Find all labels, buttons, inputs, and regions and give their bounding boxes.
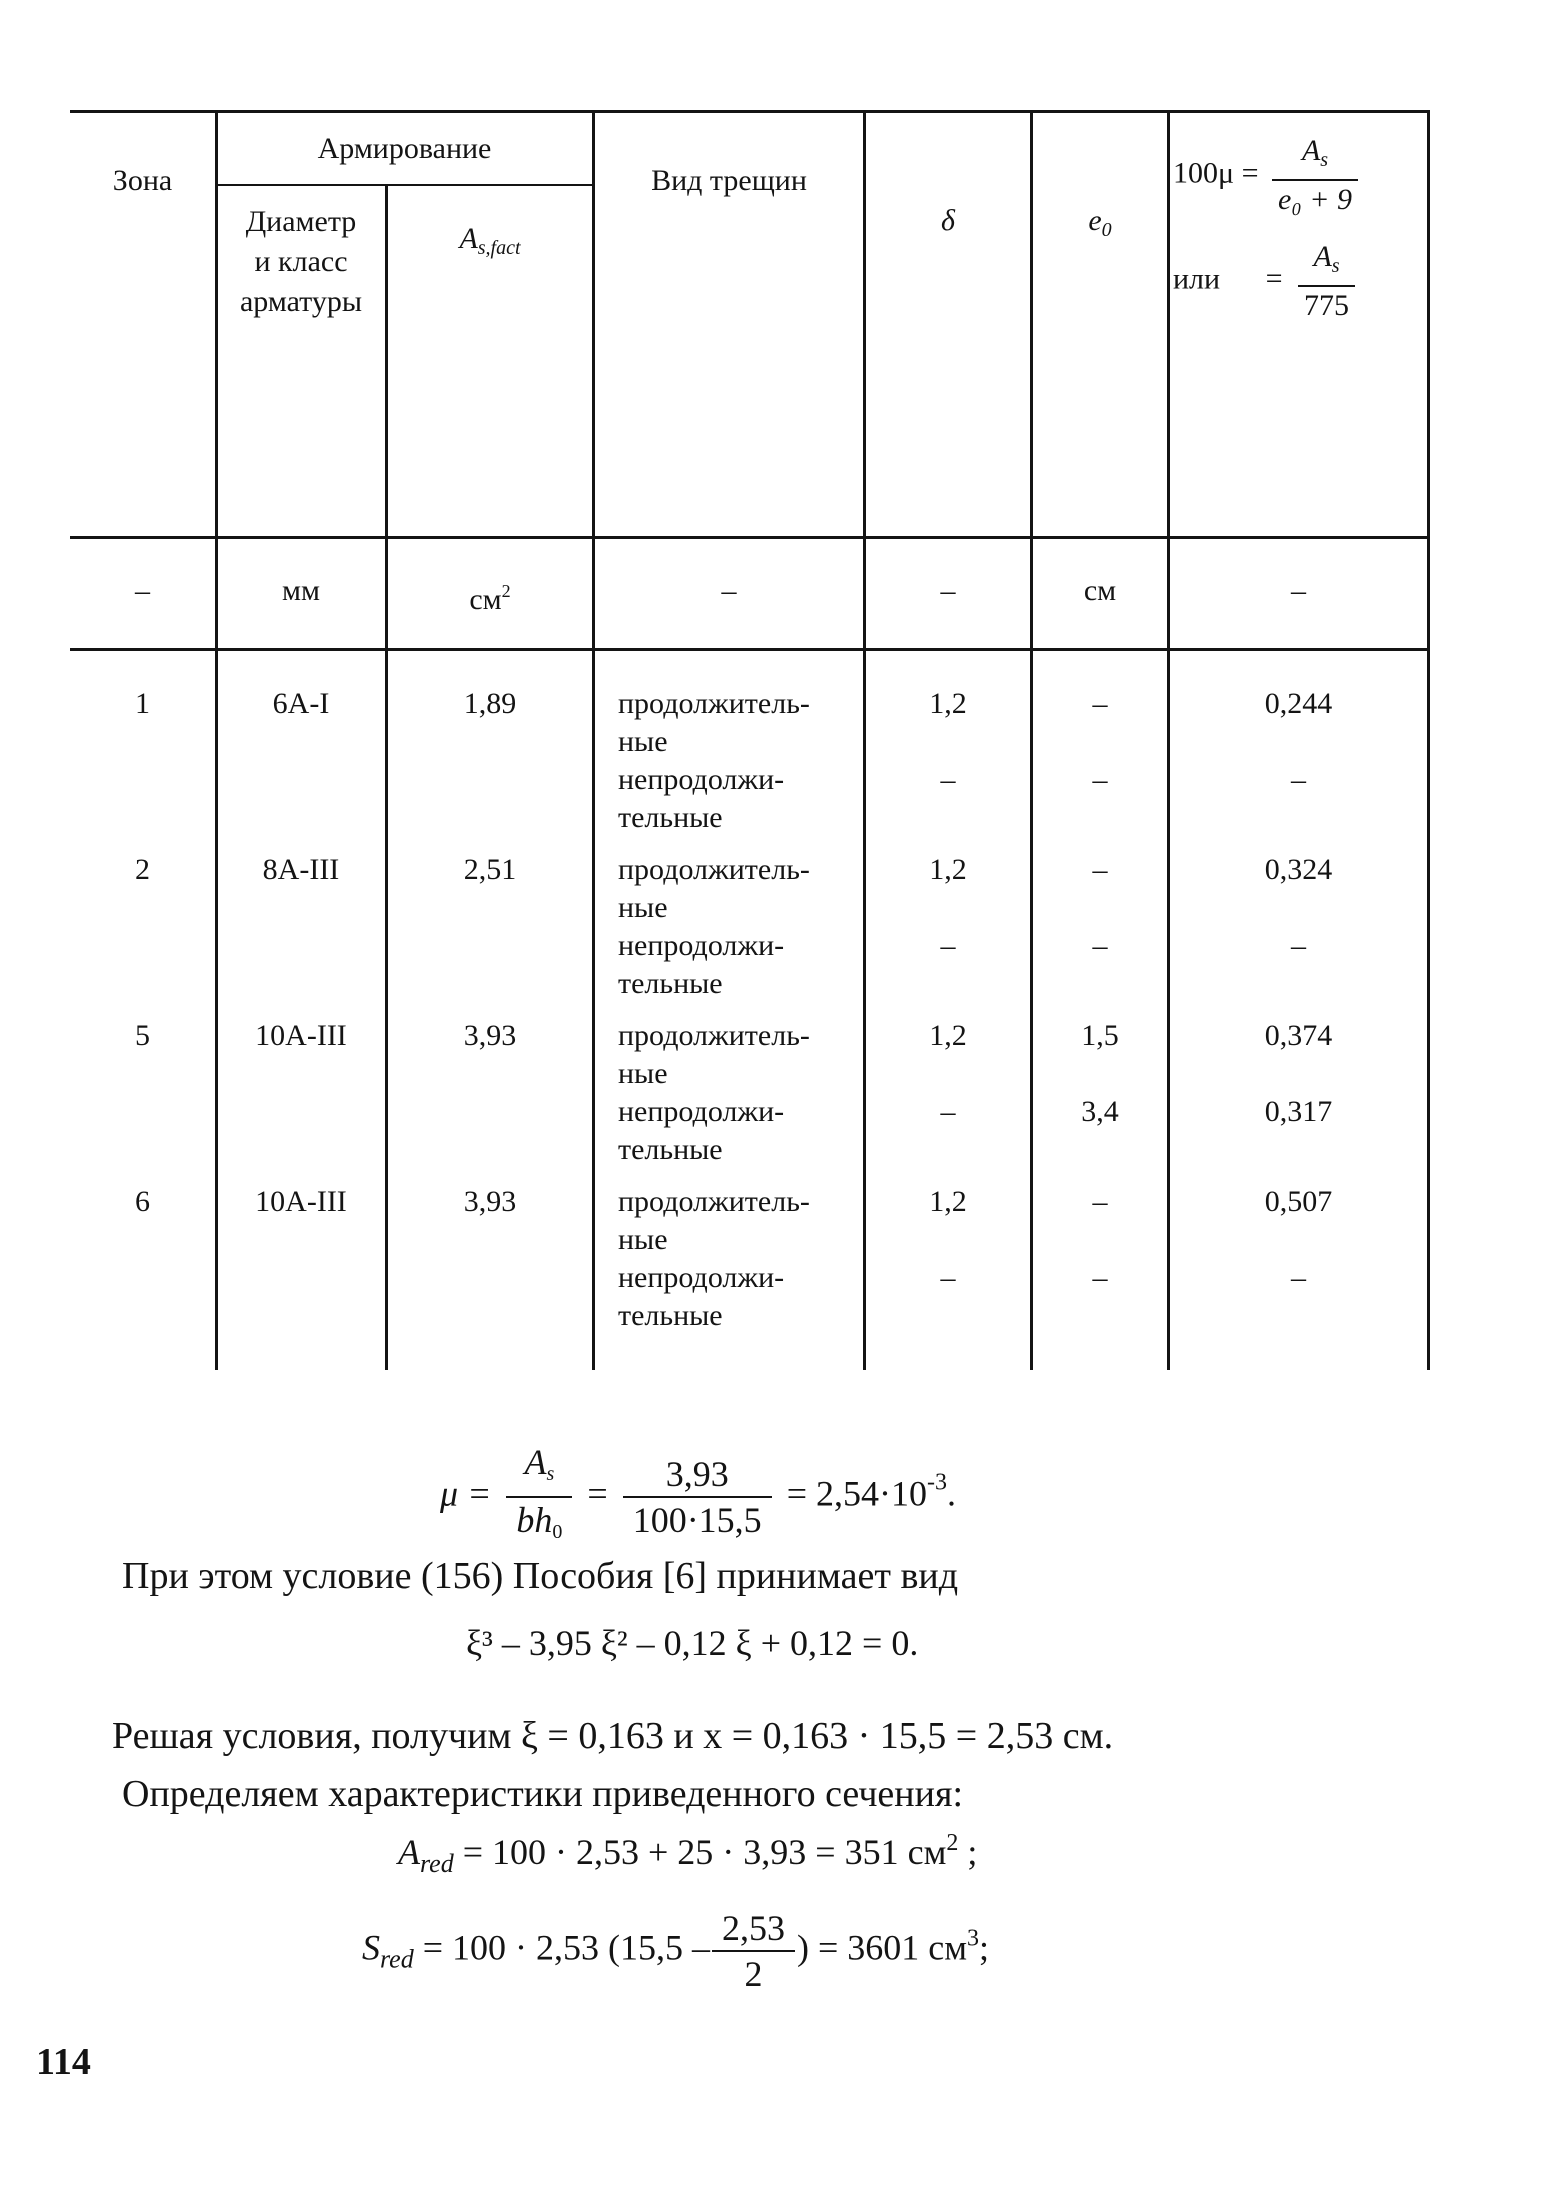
column-divider (592, 110, 595, 1370)
sred-rhs-2: ) = 3601 см (796, 1927, 968, 1968)
cell-e0-cont: 1,5 (1081, 1019, 1119, 1052)
e0-symbol: e (1088, 204, 1102, 237)
mu-formula-num (506, 1440, 572, 1498)
cell-e0-noncont: – (1092, 929, 1108, 962)
cell-mu-cont: 0,374 (1264, 1019, 1333, 1052)
header-bottom-rule (70, 536, 1430, 539)
crack-text-line: непродолжи- (618, 929, 785, 962)
sred-exp: 3 (967, 1925, 980, 1952)
crack-text-line: продолжитель- (618, 687, 810, 720)
cell-delta-cont: 1,2 (929, 1019, 967, 1052)
cell-zone: 2 (135, 853, 150, 886)
cell-mu-cont: 0,324 (1264, 853, 1333, 886)
sred-fraction-den: 2 (744, 1954, 763, 1994)
mu-formula (440, 1440, 956, 1554)
header-diameter-line: арматуры (239, 285, 363, 318)
as-fact-subscript: s,fact (477, 237, 521, 259)
mu-formula-result: = 2,54·10 (786, 1473, 927, 1514)
header-as-fact (388, 220, 592, 267)
unit-e0: см (1083, 574, 1117, 607)
sred-lhs: S (362, 1927, 380, 1968)
cell-mu-cont: 0,507 (1264, 1185, 1333, 1218)
mu-eq: = (1265, 262, 1283, 296)
cell-mu-noncont: – (1291, 763, 1306, 796)
crack-text-line: ные (618, 1057, 668, 1090)
header-zone: Зона (112, 164, 173, 197)
cell-crack-continuous (618, 1183, 858, 1259)
cell-crack-noncontinuous (618, 927, 858, 1003)
cell-delta-noncont: – (940, 1095, 956, 1128)
solving-text: Решая условия, получим ξ = 0,163 и x = 0,163 · 15,5 = 2,53 см. (112, 1715, 1114, 1757)
determine-text: Определяем характеристики приведенного сечения: (122, 1773, 964, 1815)
header-diameter-line: Диаметр (245, 205, 357, 238)
crack-text-line: непродолжи- (618, 763, 785, 796)
mu-formula-eq: = (587, 1473, 608, 1514)
mu-formula-fraction-2 (623, 1452, 772, 1542)
cell-crack-continuous (618, 1017, 858, 1093)
cell-mu-noncont: 0,317 (1264, 1095, 1333, 1128)
crack-text-line: ные (618, 1223, 668, 1256)
cubic-equation: ξ³ – 3,95 ξ² – 0,12 ξ + 0,12 = 0. (466, 1623, 919, 1663)
cell-delta-noncont: – (940, 929, 956, 962)
mu-formula-lhs: μ = (440, 1473, 492, 1514)
cell-e0-cont: – (1092, 853, 1108, 886)
crack-text-line: непродолжи- (618, 1261, 785, 1294)
cell-zone: 1 (135, 687, 150, 720)
ared-end: ; (967, 1832, 978, 1872)
mu-formula-num2: 3,93 (623, 1452, 772, 1498)
mu-formula-den (506, 1498, 572, 1554)
cell-delta-noncont: – (940, 763, 956, 796)
crack-text-line: ные (618, 891, 668, 924)
mu-or-label: или (1173, 262, 1221, 296)
cell-e0-cont: – (1092, 1185, 1108, 1218)
cell-zone: 5 (135, 1019, 150, 1052)
column-divider (1167, 110, 1170, 1370)
mu-formula-fraction-1 (506, 1440, 572, 1554)
cell-delta-noncont: – (940, 1261, 956, 1294)
cell-diameter: 10A-III (255, 1185, 347, 1218)
reinforcement-header-rule (217, 184, 594, 186)
unit-as-fact-exp: 2 (501, 581, 511, 601)
page-number: 114 (36, 2041, 91, 2083)
ared-formula (398, 1830, 977, 1879)
cell-crack-noncontinuous (618, 1259, 858, 1335)
cell-mu-noncont: – (1291, 1261, 1306, 1294)
header-crack-type: Вид трещин (651, 164, 807, 197)
mu-formula-num-subscript: s (546, 1463, 555, 1485)
cell-as-fact: 3,93 (463, 1019, 517, 1052)
mu-formula-num-symbol: A (524, 1442, 547, 1482)
crack-text-line: тельные (618, 801, 723, 834)
crack-text-line: тельные (618, 1133, 723, 1166)
mu-formula-den2: 100·15,5 (632, 1500, 762, 1540)
cell-delta-cont: 1,2 (929, 853, 967, 886)
cell-mu-noncont: – (1291, 929, 1306, 962)
cell-delta-cont: 1,2 (929, 687, 967, 720)
sred-rhs-1: = 100 · 2,53 (15,5 – (422, 1927, 710, 1968)
crack-text-line: непродолжи- (618, 1095, 785, 1128)
header-e0 (1033, 202, 1167, 249)
ared-lhs: A (398, 1832, 420, 1872)
mu-formula-result-exp: -3 (926, 1469, 947, 1496)
sred-subscript: red (380, 1944, 414, 1974)
e0-subscript: 0 (1101, 219, 1112, 241)
header-reinforcement: Армирование (317, 132, 492, 165)
column-divider (1427, 110, 1430, 1370)
mu-fraction-1 (1272, 132, 1358, 219)
mu-num2-subscript: s (1331, 255, 1340, 277)
header-mu-alt (1173, 238, 1425, 325)
header-delta: δ (941, 204, 955, 237)
unit-as-fact-base: см (469, 583, 502, 616)
crack-text-line: продолжитель- (618, 853, 810, 886)
cell-mu-cont: 0,244 (1264, 687, 1333, 720)
mu-fraction-1-numerator (1272, 132, 1358, 181)
header-diameter-line: и класс (254, 245, 348, 278)
reinforcement-table (70, 110, 1430, 1370)
mu-formula-den-symbol: bh (516, 1500, 553, 1540)
crack-text-line: продолжитель- (618, 1019, 810, 1052)
crack-text-line: тельные (618, 967, 723, 1000)
mu-num1-symbol: A (1301, 134, 1321, 167)
sred-fraction-num: 2,53 (712, 1906, 795, 1952)
sred-fraction (712, 1906, 795, 1996)
cell-crack-noncontinuous (618, 1093, 858, 1169)
unit-zone: – (135, 574, 150, 607)
table-top-rule (70, 110, 1430, 113)
mu-lhs: 100μ = (1173, 156, 1259, 190)
cell-crack-noncontinuous (618, 761, 858, 837)
as-fact-symbol: A (459, 222, 478, 255)
cell-crack-continuous (618, 851, 858, 927)
mu-num2-symbol: A (1313, 240, 1332, 273)
cell-zone: 6 (135, 1185, 150, 1218)
cell-e0-noncont: 3,4 (1081, 1095, 1119, 1128)
unit-crack-type: – (721, 574, 737, 607)
cell-delta-cont: 1,2 (929, 1185, 967, 1218)
unit-delta: – (940, 574, 956, 607)
cell-as-fact: 2,51 (463, 853, 517, 886)
cell-e0-noncont: – (1092, 1261, 1108, 1294)
cell-e0-cont: – (1092, 687, 1108, 720)
unit-as-fact (388, 572, 592, 619)
condition-text: При этом условие (156) Пособия [6] принимает вид (122, 1555, 959, 1597)
header-mu-formula (1173, 132, 1425, 219)
unit-diameter: мм (282, 574, 320, 607)
unit-mu: – (1291, 574, 1306, 607)
ared-subscript: red (420, 1849, 454, 1878)
mu-fraction-2-denominator: 775 (1304, 289, 1350, 322)
mu-num1-subscript: s (1320, 149, 1329, 171)
column-divider (1030, 110, 1033, 1370)
crack-text-line: ные (618, 725, 668, 758)
cell-diameter: 6A-I (272, 687, 330, 720)
column-divider (863, 110, 866, 1370)
mu-fraction-1-denominator: e₀ + 9 (1278, 183, 1353, 216)
cell-e0-noncont: – (1092, 763, 1108, 796)
mu-fraction-2-numerator (1298, 238, 1355, 287)
sred-formula (362, 1906, 989, 1996)
cell-crack-continuous (618, 685, 858, 761)
cell-diameter: 10A-III (255, 1019, 347, 1052)
cell-diameter: 8A-III (262, 853, 340, 886)
mu-fraction-2 (1298, 238, 1355, 325)
crack-text-line: продолжитель- (618, 1185, 810, 1218)
header-diameter-class (217, 202, 385, 322)
crack-text-line: тельные (618, 1299, 723, 1332)
cell-as-fact: 1,89 (463, 687, 517, 720)
units-bottom-rule (70, 648, 1430, 651)
mu-formula-result-end: . (946, 1473, 956, 1514)
mu-formula-den-subscript: 0 (552, 1521, 563, 1543)
ared-rhs: = 100 · 2,53 + 25 · 3,93 = 351 см (462, 1832, 947, 1872)
ared-exp: 2 (946, 1830, 959, 1856)
cell-as-fact: 3,93 (463, 1185, 517, 1218)
sred-end: ; (979, 1927, 990, 1968)
